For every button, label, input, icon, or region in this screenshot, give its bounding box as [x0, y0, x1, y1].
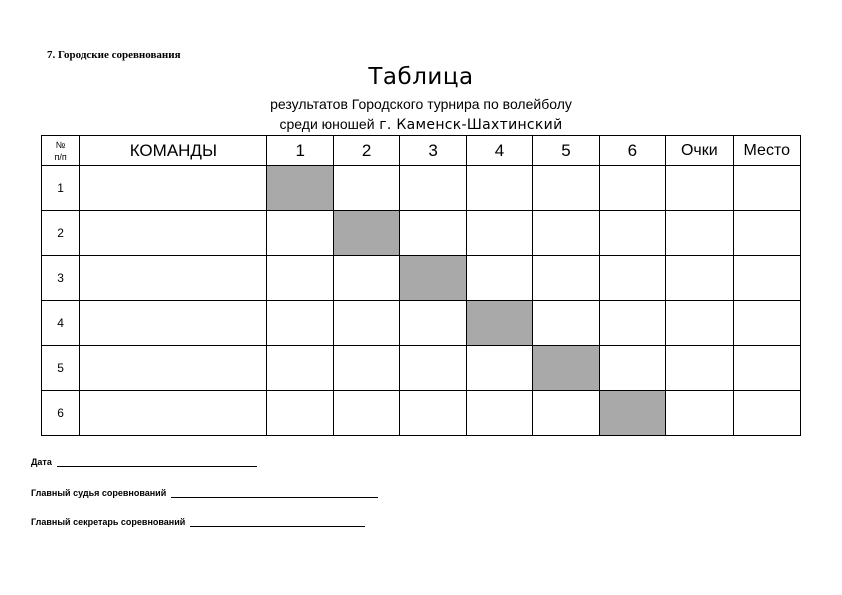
table-row [42, 346, 801, 391]
subtitle-city: г. Каменск-Шахтинский [374, 117, 563, 133]
header-number [42, 136, 80, 166]
header-place: Место [733, 136, 800, 166]
score-cell[interactable] [533, 301, 599, 346]
points-cell[interactable] [666, 211, 733, 256]
score-cell[interactable] [533, 211, 599, 256]
points-cell[interactable] [666, 256, 733, 301]
date-label: Дата [31, 457, 52, 467]
score-cell[interactable] [333, 256, 399, 301]
score-cell[interactable] [267, 391, 333, 436]
score-cell[interactable] [466, 256, 532, 301]
score-cell[interactable] [400, 391, 466, 436]
row-number: 4 [42, 301, 80, 346]
page-title: Таблица [368, 64, 474, 90]
team-name-cell[interactable] [80, 391, 267, 436]
date-line[interactable] [57, 456, 257, 467]
row-number: 2 [42, 211, 80, 256]
team-name-cell[interactable] [80, 211, 267, 256]
score-cell[interactable] [466, 166, 532, 211]
score-cell[interactable] [599, 301, 665, 346]
score-cell[interactable] [400, 301, 466, 346]
table-row [42, 211, 801, 256]
score-cell[interactable] [267, 211, 333, 256]
results-table [41, 135, 801, 436]
date-signature [31, 456, 257, 467]
table-row [42, 256, 801, 301]
header-game-5: 5 [533, 136, 599, 166]
header-row [42, 136, 801, 166]
blocked-cell [267, 166, 333, 211]
header-game-3: 3 [400, 136, 466, 166]
table-row [42, 391, 801, 436]
blocked-cell [533, 346, 599, 391]
chief-judge-label: Главный судья соревнований [31, 488, 167, 498]
header-number-abbr: п/п [54, 151, 67, 162]
points-cell[interactable] [666, 346, 733, 391]
score-cell[interactable] [267, 256, 333, 301]
header-number-sign: № [55, 139, 66, 150]
points-cell[interactable] [666, 166, 733, 211]
row-number: 6 [42, 391, 80, 436]
score-cell[interactable] [533, 391, 599, 436]
row-number: 3 [42, 256, 80, 301]
score-cell[interactable] [400, 166, 466, 211]
subtitle-line-2 [0, 116, 842, 133]
score-cell[interactable] [466, 346, 532, 391]
score-cell[interactable] [267, 301, 333, 346]
score-cell[interactable] [533, 166, 599, 211]
score-cell[interactable] [466, 211, 532, 256]
place-cell[interactable] [733, 346, 800, 391]
row-number: 5 [42, 346, 80, 391]
subtitle-line-1: результатов Городского турнира по волейболу [270, 96, 572, 112]
score-cell[interactable] [400, 211, 466, 256]
place-cell[interactable] [733, 391, 800, 436]
table-row [42, 166, 801, 211]
chief-secretary-label: Главный секретарь соревнований [31, 517, 186, 527]
section-heading: 7. Городские соревнования [47, 49, 181, 61]
header-game-1: 1 [267, 136, 333, 166]
header-teams: КОМАНДЫ [80, 136, 267, 166]
score-cell[interactable] [533, 256, 599, 301]
chief-secretary-signature [31, 516, 365, 527]
header-points: Очки [666, 136, 733, 166]
blocked-cell [333, 211, 399, 256]
header-game-2: 2 [333, 136, 399, 166]
score-cell[interactable] [599, 346, 665, 391]
points-cell[interactable] [666, 301, 733, 346]
blocked-cell [599, 391, 665, 436]
score-cell[interactable] [333, 301, 399, 346]
score-cell[interactable] [599, 256, 665, 301]
score-cell[interactable] [599, 166, 665, 211]
blocked-cell [466, 301, 532, 346]
team-name-cell[interactable] [80, 346, 267, 391]
place-cell[interactable] [733, 256, 800, 301]
team-name-cell[interactable] [80, 301, 267, 346]
score-cell[interactable] [333, 391, 399, 436]
score-cell[interactable] [267, 346, 333, 391]
team-name-cell[interactable] [80, 166, 267, 211]
score-cell[interactable] [599, 211, 665, 256]
header-game-4: 4 [466, 136, 532, 166]
row-number: 1 [42, 166, 80, 211]
table-row [42, 301, 801, 346]
team-name-cell[interactable] [80, 256, 267, 301]
chief-judge-signature [31, 487, 378, 498]
score-cell[interactable] [400, 346, 466, 391]
place-cell[interactable] [733, 211, 800, 256]
blocked-cell [400, 256, 466, 301]
place-cell[interactable] [733, 301, 800, 346]
chief-judge-line[interactable] [171, 487, 378, 498]
points-cell[interactable] [666, 391, 733, 436]
place-cell[interactable] [733, 166, 800, 211]
subtitle-prefix: среди юношей [279, 116, 375, 132]
score-cell[interactable] [333, 346, 399, 391]
chief-secretary-line[interactable] [190, 516, 365, 527]
header-game-6: 6 [599, 136, 665, 166]
score-cell[interactable] [333, 166, 399, 211]
score-cell[interactable] [466, 391, 532, 436]
